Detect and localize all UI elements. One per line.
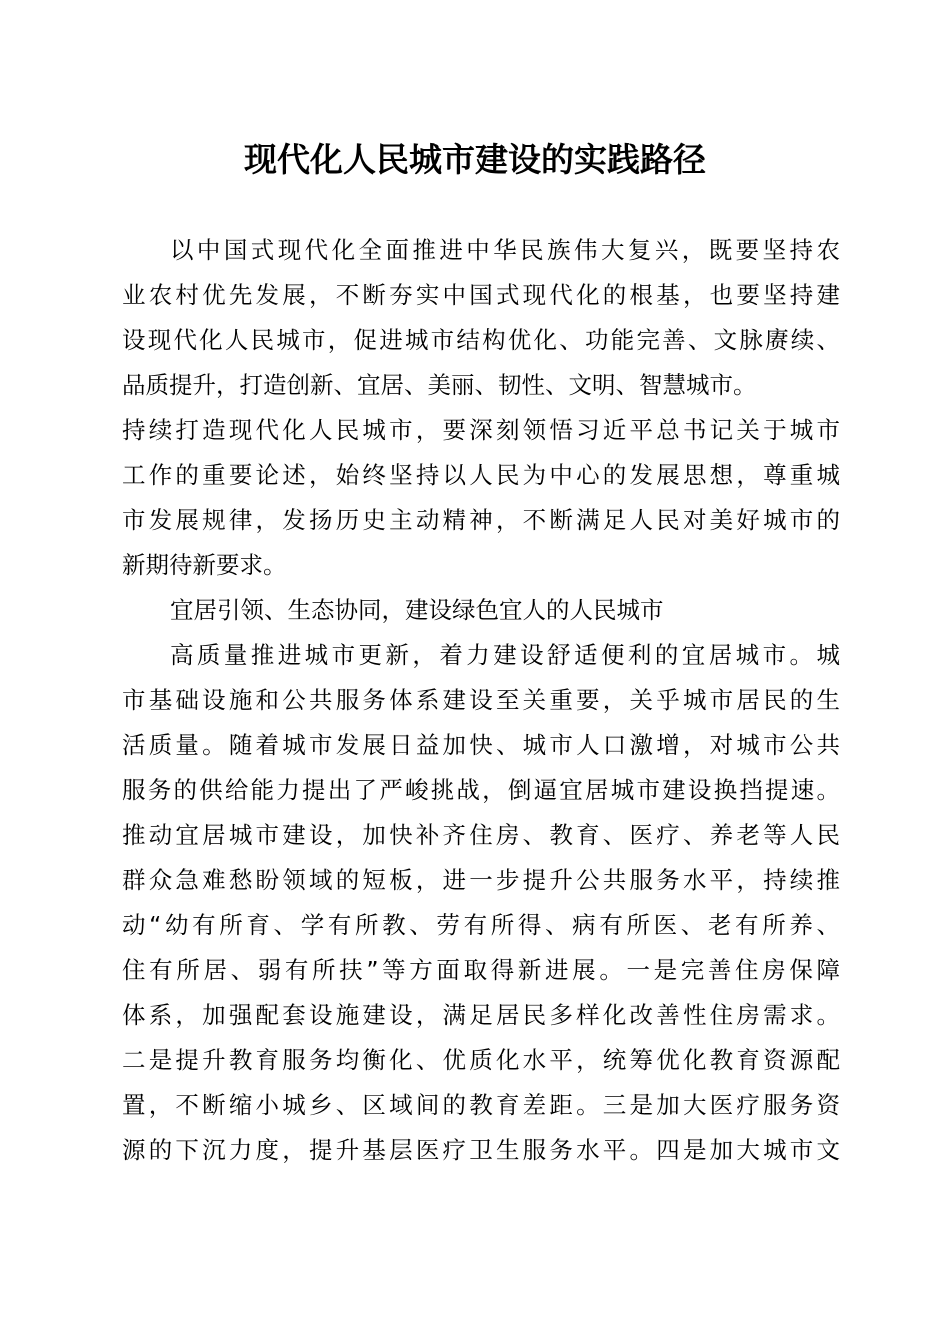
text-line: 活质量。随着城市发展日益加快、城市人口激增，对城市公共 — [122, 731, 840, 759]
text-line: 品质提升，打造创新、宜居、美丽、韧性、文明、智慧城市。 — [122, 371, 757, 399]
text-line: 二是提升教育服务均衡化、优质化水平，统筹优化教育资源配 — [122, 1046, 840, 1074]
text-line: 置，不断缩小城乡、区域间的教育差距。三是加大医疗服务资 — [122, 1091, 840, 1119]
text-line: 以中国式现代化全面推进中华民族伟大复兴，既要坚持农 — [170, 236, 840, 264]
text-line: 住有所居、弱有所扶”等方面取得新进展。一是完善住房保障 — [122, 956, 840, 984]
text-line: 市发展规律，发扬历史主动精神，不断满足人民对美好城市的 — [122, 506, 840, 534]
text-line: 持续打造现代化人民城市，要深刻领悟习近平总书记关于城市 — [122, 416, 840, 444]
text-line: 服务的供给能力提出了严峻挑战，倒逼宜居城市建设换挡提速。 — [122, 776, 840, 804]
text-line: 新期待新要求。 — [122, 551, 287, 579]
document-body — [122, 228, 840, 1173]
text-line: 群众急难愁盼领域的短板，进一步提升公共服务水平，持续推 — [122, 866, 840, 894]
text-line: 设现代化人民城市，促进城市结构优化、功能完善、文脉赓续、 — [122, 326, 840, 354]
text-line: 市基础设施和公共服务体系建设至关重要，关乎城市居民的生 — [122, 686, 840, 714]
text-line: 体系，加强配套设施建设，满足居民多样化改善性住房需求。 — [122, 1001, 840, 1029]
text-line: 高质量推进城市更新，着力建设舒适便利的宜居城市。城 — [170, 641, 840, 669]
text-line: 业农村优先发展，不断夯实中国式现代化的根基，也要坚持建 — [122, 281, 840, 309]
page-title: 现代化人民城市建设的实践路径 — [244, 140, 706, 179]
text-line: 源的下沉力度，提升基层医疗卫生服务水平。四是加大城市文 — [122, 1136, 840, 1164]
text-line: 工作的重要论述，始终坚持以人民为中心的发展思想，尊重城 — [122, 461, 840, 489]
text-line: 推动宜居城市建设，加快补齐住房、教育、医疗、养老等人民 — [122, 821, 840, 849]
text-line: 动“幼有所育、学有所教、劳有所得、病有所医、老有所养、 — [122, 911, 840, 939]
text-line: 宜居引领、生态协同，建设绿色宜人的人民城市 — [170, 596, 664, 624]
